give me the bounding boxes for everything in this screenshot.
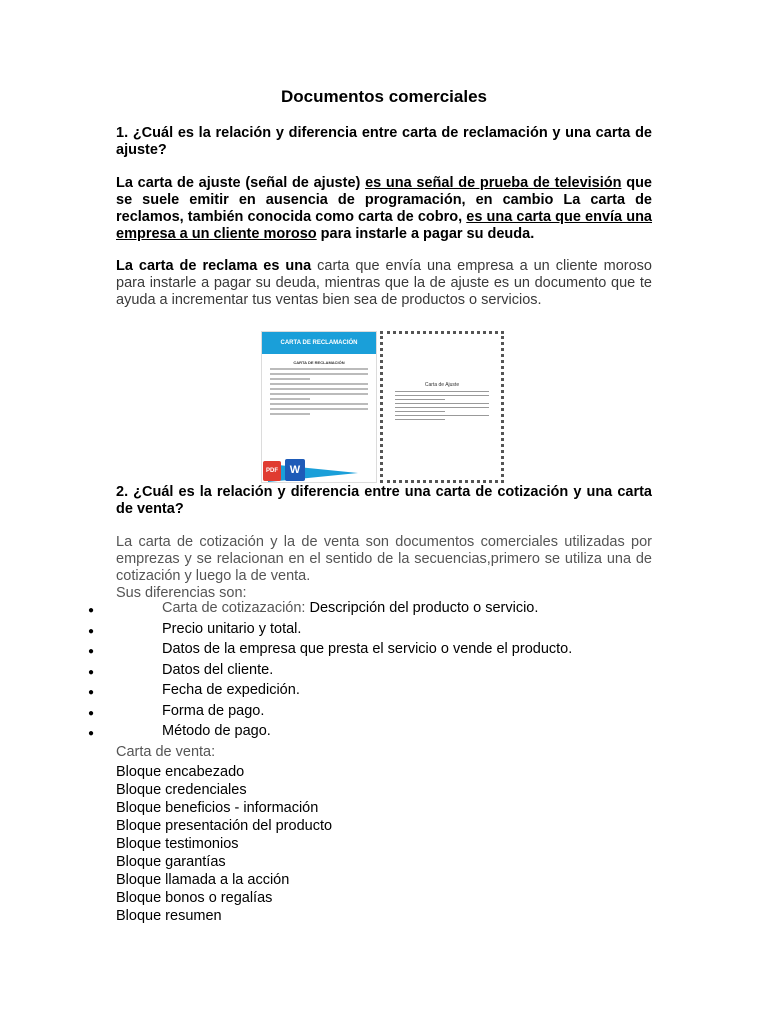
bullet: ● xyxy=(88,707,95,719)
sale-item: Bloque bonos o regalías xyxy=(116,890,273,906)
text-line xyxy=(270,403,368,405)
list-item-text: Fecha de expedición. xyxy=(162,682,300,698)
answer-2-paragraph xyxy=(116,258,652,309)
list-item xyxy=(88,600,688,621)
sale-letter-label: Carta de venta: xyxy=(116,744,216,760)
text-line xyxy=(395,419,445,420)
question-2: 2. ¿Cuál es la relación y diferencia entre una carta de cotización y una carta de venta? xyxy=(116,484,652,517)
bullet: ● xyxy=(88,687,95,698)
adjustment-letter-image xyxy=(380,331,504,483)
sale-item: Bloque garantías xyxy=(116,854,226,870)
answer-2-rest: carta que envía una empresa a un cliente moroso para instarle a pagar su deuda, mientras que la de ajuste es un documento que te ayuda a incrementar tus ventas bien sea de productos o servicios. xyxy=(116,258,652,308)
sale-item: Bloque encabezado xyxy=(116,764,245,780)
list-item xyxy=(88,621,688,642)
bullet: ● xyxy=(88,666,95,678)
answer-1-underline-b: es una carta que envía una empresa a un cliente moroso xyxy=(116,209,652,242)
answer-1-part-a: La carta de ajuste (señal de ajuste) xyxy=(116,175,366,191)
text-line xyxy=(395,411,445,412)
reclamation-inner-title: CARTA DE RECLAMACIÓN xyxy=(293,360,345,365)
list-item xyxy=(88,723,688,744)
text-line xyxy=(395,407,489,408)
list-item xyxy=(88,682,688,703)
sale-item: Bloque testimonios xyxy=(116,836,239,852)
bullet: ● xyxy=(88,728,95,739)
list-item-text: Descripción del producto o servicio. xyxy=(309,600,539,616)
adjustment-inner-title: Carta de Ajuste xyxy=(424,382,460,388)
text-line xyxy=(270,378,310,380)
differences-label: Sus diferencias son: xyxy=(116,585,247,601)
answer-3-paragraph: La carta de cotización y la de venta son documentos comerciales utilizadas por emprezas y se relacionan en el sentido de la secuencias,primero se utiliza una de cotización y luego la de venta. xyxy=(116,534,652,584)
text-line xyxy=(395,391,489,392)
text-line xyxy=(270,373,368,375)
list-item-text: Datos del cliente. xyxy=(162,661,274,678)
list-item-text: Método de pago. xyxy=(162,723,271,739)
pdf-icon: PDF xyxy=(263,461,281,481)
list-item xyxy=(88,641,688,662)
reclamation-header-band: CARTA DE RECLAMACIÓN xyxy=(262,332,376,354)
differences-list xyxy=(88,600,688,744)
sale-item: Bloque beneficios - información xyxy=(116,800,319,816)
answer-1-part-a-rest: que se suele emitir en ausencia de programación, en cambio La carta de reclamos, también conocida como carta de cobro, xyxy=(116,175,652,225)
answer-2-bold: La carta de reclama es una xyxy=(116,258,312,274)
question-1: 1. ¿Cuál es la relación y diferencia entre carta de reclamación y una carta de ajuste? xyxy=(116,125,652,158)
list-item xyxy=(88,662,688,683)
text-line xyxy=(270,398,310,400)
list-item-text: Precio unitario y total. xyxy=(162,620,302,637)
sale-item: Bloque presentación del producto xyxy=(116,818,333,834)
text-line xyxy=(270,393,368,395)
text-line xyxy=(395,395,489,396)
bullet: ● xyxy=(88,625,95,637)
text-line xyxy=(270,408,368,410)
text-line xyxy=(270,383,368,385)
list-item-prefix: Carta de cotizazación: xyxy=(162,600,310,616)
answer-1-underline-a: es una señal de prueba de televisión xyxy=(365,175,622,191)
word-icon: W xyxy=(285,459,305,481)
text-line xyxy=(270,413,310,415)
list-item-text: Forma de pago. xyxy=(162,702,265,719)
bullet: ● xyxy=(88,605,95,616)
sale-item: Bloque resumen xyxy=(116,908,222,924)
answer-1-part-b-rest: para instarle a pagar su deuda. xyxy=(316,226,535,242)
sale-letter-list xyxy=(116,763,652,925)
text-line xyxy=(395,415,489,416)
text-line xyxy=(395,399,445,400)
list-item-text: Datos de la empresa que presta el servicio o vende el producto. xyxy=(162,641,573,657)
sale-item: Bloque credenciales xyxy=(116,782,247,798)
text-line xyxy=(395,403,489,404)
text-line xyxy=(270,388,368,390)
text-line xyxy=(270,368,368,370)
answer-1-paragraph xyxy=(116,175,652,243)
list-item xyxy=(88,703,688,724)
blue-arrow-decoration xyxy=(268,464,358,482)
bullet: ● xyxy=(88,646,95,657)
sale-item: Bloque llamada a la acción xyxy=(116,872,290,888)
document-title: Documentos comerciales xyxy=(281,87,487,106)
